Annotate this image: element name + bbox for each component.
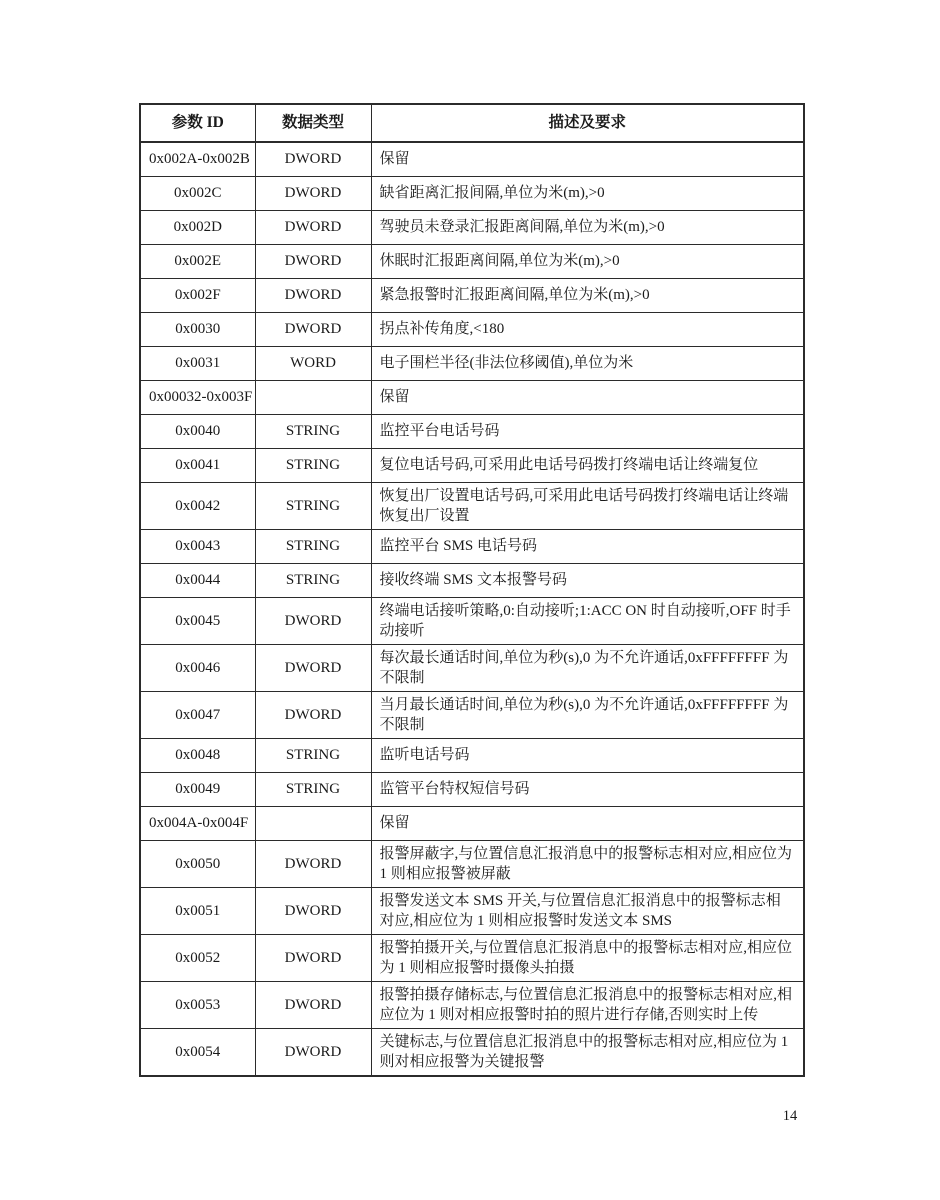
table-row xyxy=(140,210,804,244)
table-row xyxy=(140,1028,804,1076)
data-type-cell: WORD xyxy=(255,346,371,380)
table-row xyxy=(140,482,804,529)
description-cell: 监听电话号码 xyxy=(371,738,804,772)
param-id-cell: 0x0040 xyxy=(140,414,255,448)
description-cell: 休眠时汇报距离间隔,单位为米(m),>0 xyxy=(371,244,804,278)
data-type-cell: STRING xyxy=(255,529,371,563)
table-row xyxy=(140,529,804,563)
header-param-id: 参数 ID xyxy=(140,104,255,142)
param-id-cell: 0x0054 xyxy=(140,1028,255,1076)
table-row xyxy=(140,840,804,887)
description-cell: 恢复出厂设置电话号码,可采用此电话号码拨打终端电话让终端恢复出厂设置 xyxy=(371,482,804,529)
data-type-cell: STRING xyxy=(255,738,371,772)
description-cell: 报警发送文本 SMS 开关,与位置信息汇报消息中的报警标志相对应,相应位为 1 则相应报警时发送文本 SMS xyxy=(371,887,804,934)
param-id-cell: 0x002D xyxy=(140,210,255,244)
param-id-cell: 0x0043 xyxy=(140,529,255,563)
page-number: 14 xyxy=(782,1108,798,1124)
description-cell: 关键标志,与位置信息汇报消息中的报警标志相对应,相应位为 1 则对相应报警为关键报警 xyxy=(371,1028,804,1076)
data-type-cell: DWORD xyxy=(255,244,371,278)
data-type-cell: DWORD xyxy=(255,312,371,346)
param-id-cell: 0x002E xyxy=(140,244,255,278)
param-id-cell: 0x004A-0x004F xyxy=(140,806,255,840)
table-row xyxy=(140,806,804,840)
header-description: 描述及要求 xyxy=(371,104,804,142)
description-cell: 监管平台特权短信号码 xyxy=(371,772,804,806)
description-cell: 报警拍摄存储标志,与位置信息汇报消息中的报警标志相对应,相应位为 1 则对相应报警时拍的照片进行存储,否则实时上传 xyxy=(371,981,804,1028)
param-id-cell: 0x0042 xyxy=(140,482,255,529)
table-row xyxy=(140,142,804,176)
description-cell: 接收终端 SMS 文本报警号码 xyxy=(371,563,804,597)
data-type-cell: DWORD xyxy=(255,887,371,934)
table-header-row xyxy=(140,104,804,142)
data-type-cell xyxy=(255,380,371,414)
data-type-cell: DWORD xyxy=(255,142,371,176)
data-type-cell: DWORD xyxy=(255,934,371,981)
table-row xyxy=(140,278,804,312)
description-cell: 报警屏蔽字,与位置信息汇报消息中的报警标志相对应,相应位为 1 则相应报警被屏蔽 xyxy=(371,840,804,887)
table-body xyxy=(140,142,804,1076)
param-id-cell: 0x0044 xyxy=(140,563,255,597)
table-row xyxy=(140,691,804,738)
table-row xyxy=(140,772,804,806)
description-cell: 当月最长通话时间,单位为秒(s),0 为不允许通话,0xFFFFFFFF 为不限制 xyxy=(371,691,804,738)
description-cell: 驾驶员未登录汇报距离间隔,单位为米(m),>0 xyxy=(371,210,804,244)
data-type-cell: DWORD xyxy=(255,981,371,1028)
data-type-cell: DWORD xyxy=(255,210,371,244)
data-type-cell: DWORD xyxy=(255,1028,371,1076)
table-row xyxy=(140,312,804,346)
description-cell: 紧急报警时汇报距离间隔,单位为米(m),>0 xyxy=(371,278,804,312)
header-data-type: 数据类型 xyxy=(255,104,371,142)
param-id-cell: 0x0041 xyxy=(140,448,255,482)
table-row xyxy=(140,934,804,981)
table-row xyxy=(140,887,804,934)
description-cell: 保留 xyxy=(371,142,804,176)
table-row xyxy=(140,563,804,597)
table-row xyxy=(140,346,804,380)
data-type-cell: DWORD xyxy=(255,840,371,887)
data-type-cell xyxy=(255,806,371,840)
param-id-cell: 0x0053 xyxy=(140,981,255,1028)
param-id-cell: 0x0047 xyxy=(140,691,255,738)
description-cell: 缺省距离汇报间隔,单位为米(m),>0 xyxy=(371,176,804,210)
table-row xyxy=(140,597,804,644)
description-cell: 保留 xyxy=(371,380,804,414)
description-cell: 拐点补传角度,<180 xyxy=(371,312,804,346)
data-type-cell: STRING xyxy=(255,772,371,806)
data-type-cell: DWORD xyxy=(255,176,371,210)
table-row xyxy=(140,644,804,691)
description-cell: 复位电话号码,可采用此电话号码拨打终端电话让终端复位 xyxy=(371,448,804,482)
data-type-cell: DWORD xyxy=(255,597,371,644)
data-type-cell: STRING xyxy=(255,482,371,529)
param-id-cell: 0x0045 xyxy=(140,597,255,644)
param-id-cell: 0x0050 xyxy=(140,840,255,887)
data-type-cell: DWORD xyxy=(255,644,371,691)
table-row xyxy=(140,380,804,414)
data-type-cell: STRING xyxy=(255,414,371,448)
table-row xyxy=(140,448,804,482)
param-id-cell: 0x0049 xyxy=(140,772,255,806)
table-row xyxy=(140,176,804,210)
description-cell: 监控平台 SMS 电话号码 xyxy=(371,529,804,563)
description-cell: 保留 xyxy=(371,806,804,840)
param-id-cell: 0x00032-0x003F xyxy=(140,380,255,414)
param-id-cell: 0x0031 xyxy=(140,346,255,380)
data-type-cell: STRING xyxy=(255,448,371,482)
param-id-cell: 0x0052 xyxy=(140,934,255,981)
description-cell: 每次最长通话时间,单位为秒(s),0 为不允许通话,0xFFFFFFFF 为不限制 xyxy=(371,644,804,691)
param-id-cell: 0x002F xyxy=(140,278,255,312)
description-cell: 终端电话接听策略,0:自动接听;1:ACC ON 时自动接听,OFF 时手动接听 xyxy=(371,597,804,644)
param-id-cell: 0x0046 xyxy=(140,644,255,691)
param-id-cell: 0x0030 xyxy=(140,312,255,346)
param-id-cell: 0x0048 xyxy=(140,738,255,772)
param-id-cell: 0x002A-0x002B xyxy=(140,142,255,176)
table-row xyxy=(140,414,804,448)
description-cell: 电子围栏半径(非法位移阈值),单位为米 xyxy=(371,346,804,380)
table-row xyxy=(140,738,804,772)
description-cell: 报警拍摄开关,与位置信息汇报消息中的报警标志相对应,相应位为 1 则相应报警时摄像头拍摄 xyxy=(371,934,804,981)
description-cell: 监控平台电话号码 xyxy=(371,414,804,448)
data-type-cell: DWORD xyxy=(255,691,371,738)
parameter-table xyxy=(139,103,805,1077)
table-row xyxy=(140,981,804,1028)
data-type-cell: STRING xyxy=(255,563,371,597)
param-id-cell: 0x002C xyxy=(140,176,255,210)
param-id-cell: 0x0051 xyxy=(140,887,255,934)
table-row xyxy=(140,244,804,278)
data-type-cell: DWORD xyxy=(255,278,371,312)
